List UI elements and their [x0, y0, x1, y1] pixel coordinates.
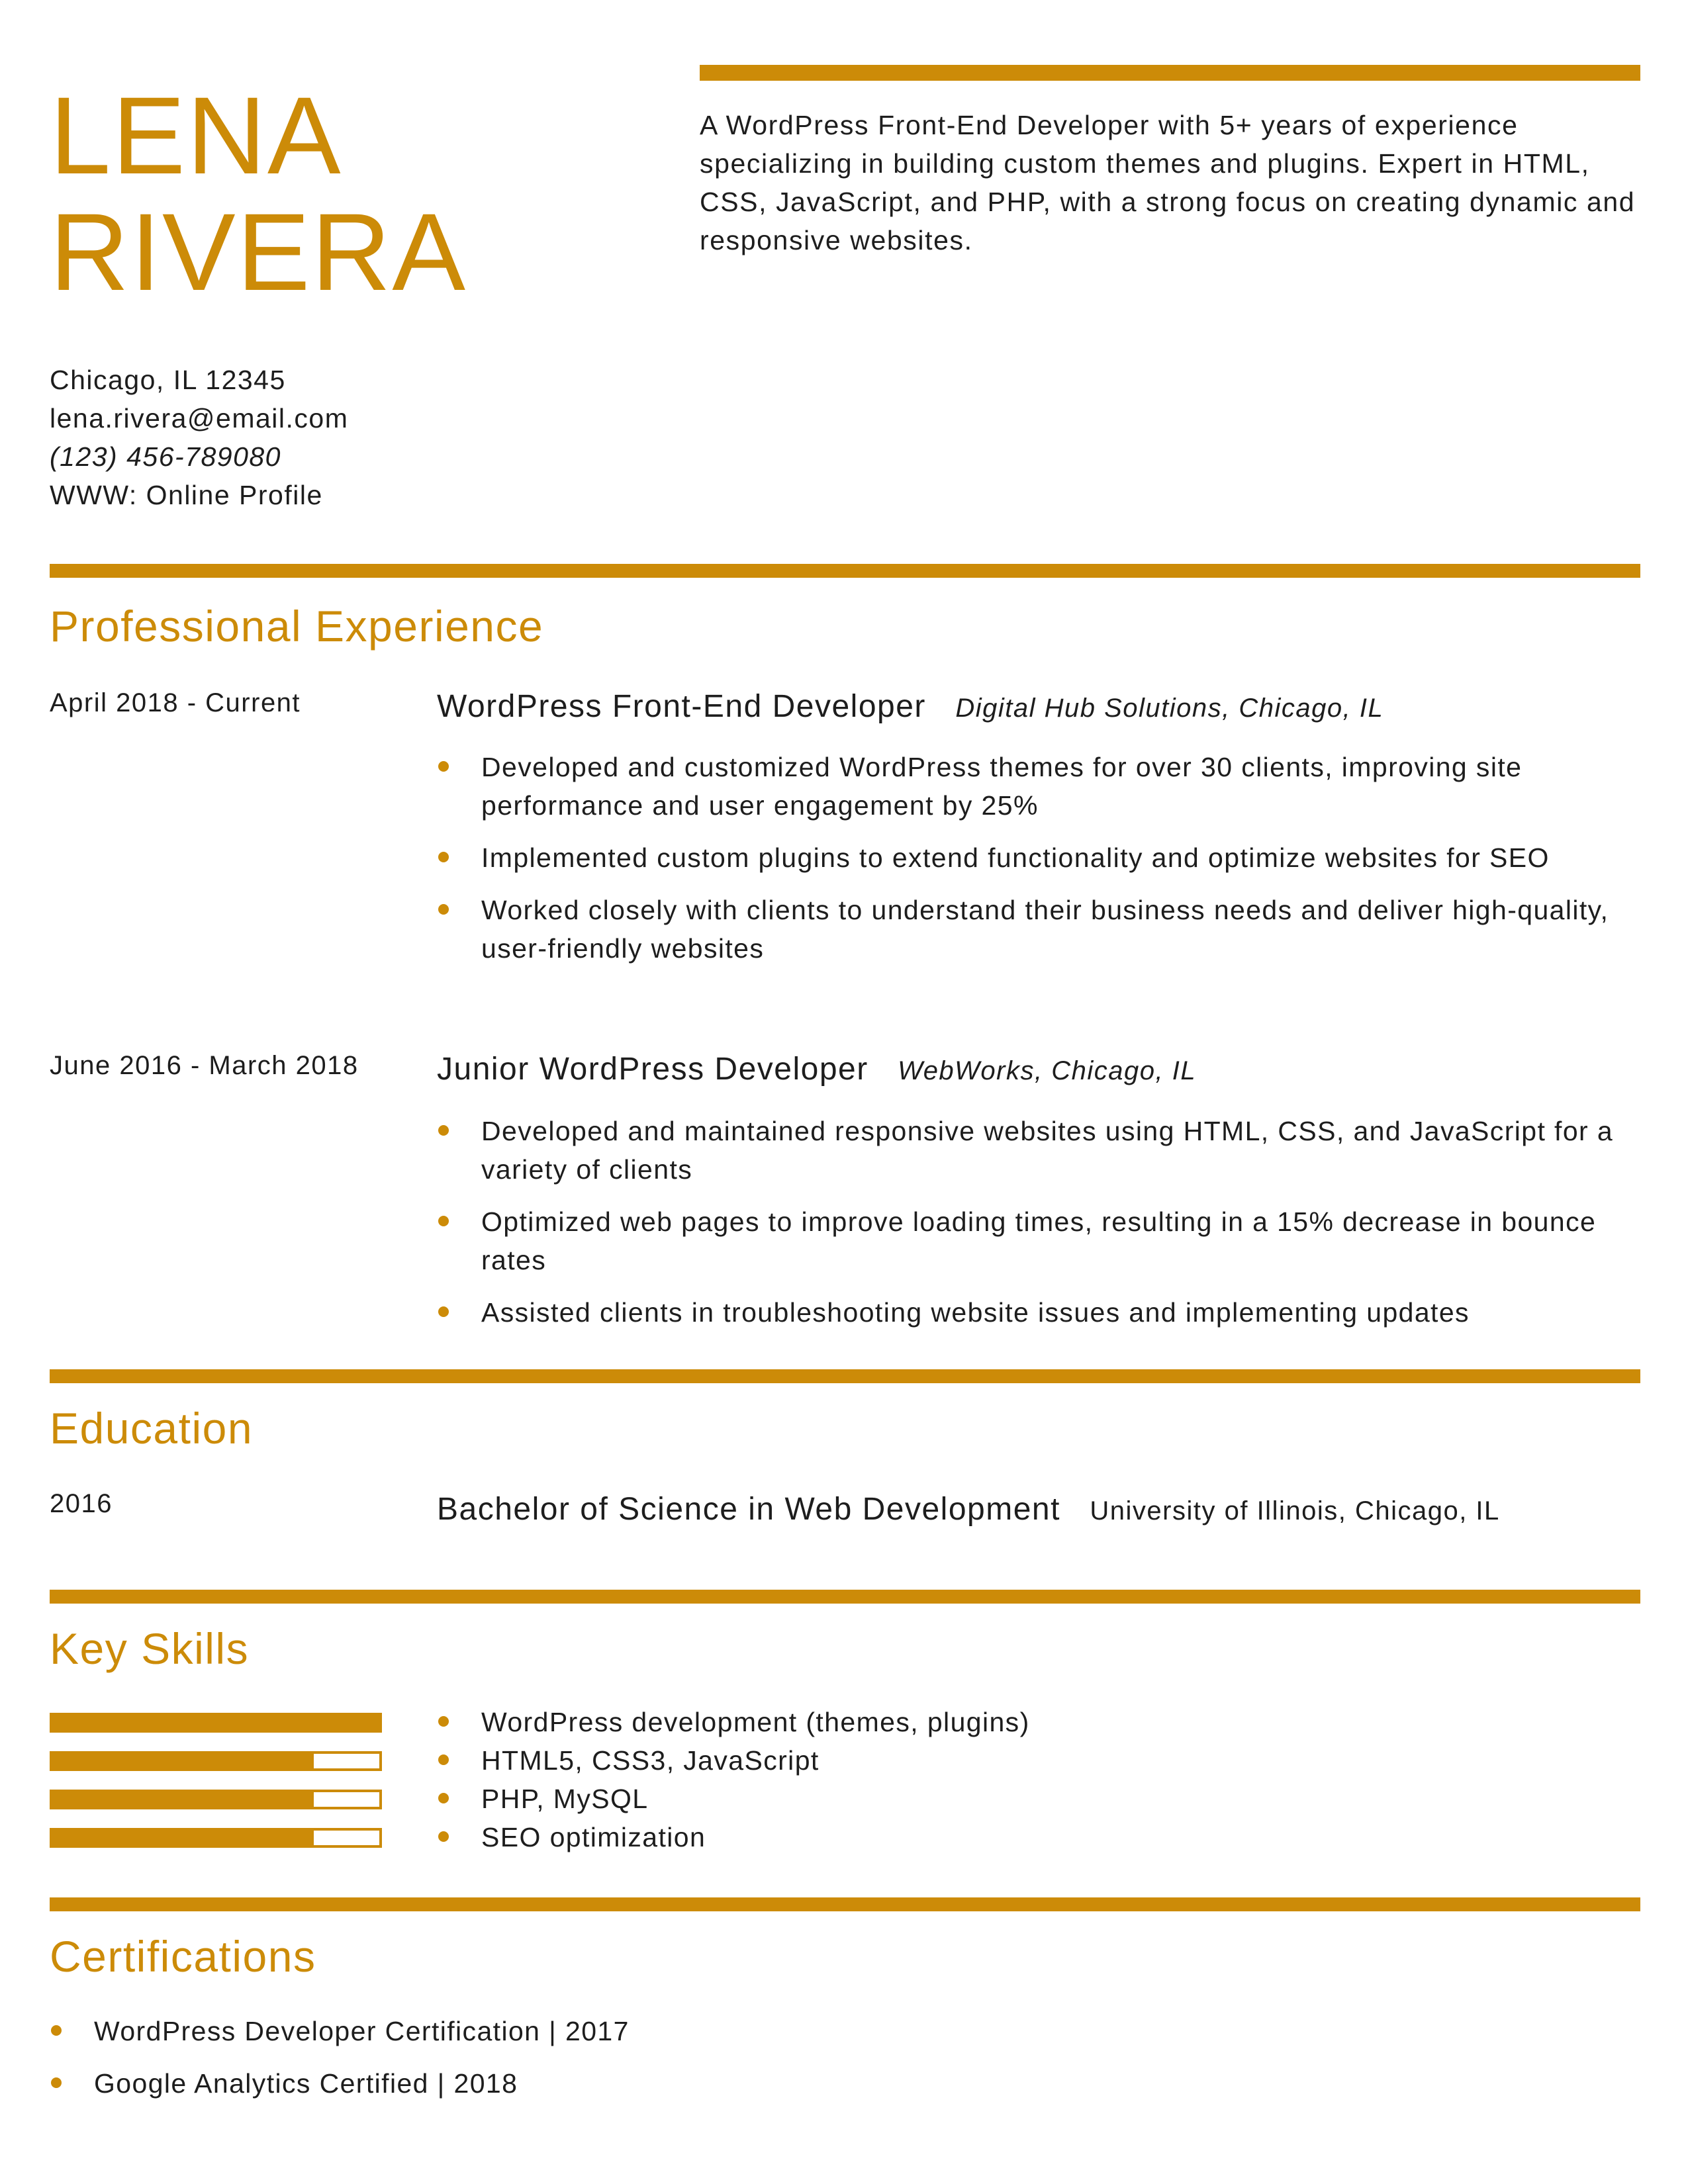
contact-info: [50, 361, 348, 514]
bullet-icon: [438, 1793, 449, 1803]
section-divider: [50, 1897, 1640, 1911]
skill-level-bar: [50, 1713, 382, 1733]
job-dates: June 2016 - March 2018: [50, 1051, 359, 1080]
bullet-icon: [51, 2077, 62, 2088]
job-company: Digital Hub Solutions, Chicago, IL: [955, 694, 1384, 723]
skills-list: [437, 1703, 1628, 1856]
education-entry: [437, 1491, 1500, 1527]
job-bullets: [437, 748, 1628, 981]
list-item: HTML5, CSS3, JavaScript: [437, 1741, 1628, 1780]
contact-email[interactable]: lena.rivera@email.com: [50, 403, 349, 433]
skill-level-fill: [52, 1754, 314, 1768]
bullet-icon: [438, 852, 449, 862]
bullet-icon: [438, 904, 449, 915]
list-item: PHP, MySQL: [437, 1780, 1628, 1818]
job-title: Junior WordPress Developer: [437, 1052, 868, 1087]
degree: Bachelor of Science in Web Development: [437, 1492, 1060, 1527]
last-name: RIVERA: [50, 191, 467, 314]
section-divider: [50, 1590, 1640, 1604]
skills-heading: Key Skills: [50, 1624, 250, 1673]
bullet-icon: [438, 1754, 449, 1765]
professional-summary: A WordPress Front-End Developer with 5+ years of experience specializing in building custom themes and plugins. Expert in HTML, CSS, JavaScript, and PHP, with a strong focus on creating dynamic and responsive websites.: [700, 110, 1636, 255]
list-item: Google Analytics Certified | 2018: [50, 2064, 1572, 2103]
skill-level-bar: [50, 1790, 382, 1809]
list-item: Worked closely with clients to understand their business needs and deliver high-quality, user-friendly websites: [437, 891, 1628, 968]
list-item: WordPress Developer Certification | 2017: [50, 2012, 1572, 2050]
contact-website[interactable]: WWW: Online Profile: [50, 480, 323, 510]
list-item: Developed and maintained responsive websites using HTML, CSS, and JavaScript for a variety of clients: [437, 1112, 1628, 1189]
list-item: Assisted clients in troubleshooting website issues and implementing updates: [437, 1293, 1628, 1332]
bullet-icon: [438, 1125, 449, 1136]
job-header: [437, 1051, 1196, 1087]
summary-divider: [700, 65, 1640, 81]
skill-level-fill: [52, 1715, 379, 1730]
skill-level-fill: [52, 1831, 314, 1845]
school: University of Illinois, Chicago, IL: [1090, 1496, 1500, 1525]
education-heading: Education: [50, 1404, 254, 1453]
job-dates: April 2018 - Current: [50, 688, 301, 717]
job-title: WordPress Front-End Developer: [437, 689, 926, 724]
candidate-name: [50, 75, 467, 314]
job-header: [437, 688, 1383, 725]
skill-level-fill: [52, 1792, 314, 1807]
experience-heading: Professional Experience: [50, 602, 544, 651]
bullet-icon: [438, 1831, 449, 1842]
bullet-icon: [438, 1216, 449, 1226]
list-item: Implemented custom plugins to extend functionality and optimize websites for SEO: [437, 839, 1628, 877]
contact-location: Chicago, IL 12345: [50, 365, 286, 395]
list-item: SEO optimization: [437, 1818, 1628, 1856]
section-divider: [50, 1369, 1640, 1383]
skill-level-bar: [50, 1828, 382, 1848]
certifications-heading: Certifications: [50, 1932, 316, 1981]
section-divider: [50, 564, 1640, 578]
list-item: Developed and customized WordPress themes for over 30 clients, improving site performance and user engagement by 25%: [437, 748, 1628, 825]
bullet-icon: [51, 2025, 62, 2036]
job-company: WebWorks, Chicago, IL: [898, 1056, 1197, 1085]
list-item: WordPress development (themes, plugins): [437, 1703, 1628, 1741]
bullet-icon: [438, 761, 449, 772]
list-item: Optimized web pages to improve loading times, resulting in a 15% decrease in bounce rates: [437, 1203, 1628, 1279]
skill-level-bar: [50, 1751, 382, 1771]
first-name: LENA: [50, 75, 342, 197]
bullet-icon: [438, 1716, 449, 1727]
education-year: 2016: [50, 1489, 113, 1518]
certifications-list: [50, 2012, 1572, 2116]
contact-phone[interactable]: (123) 456-789080: [50, 441, 281, 472]
bullet-icon: [438, 1306, 449, 1317]
job-bullets: [437, 1112, 1628, 1345]
